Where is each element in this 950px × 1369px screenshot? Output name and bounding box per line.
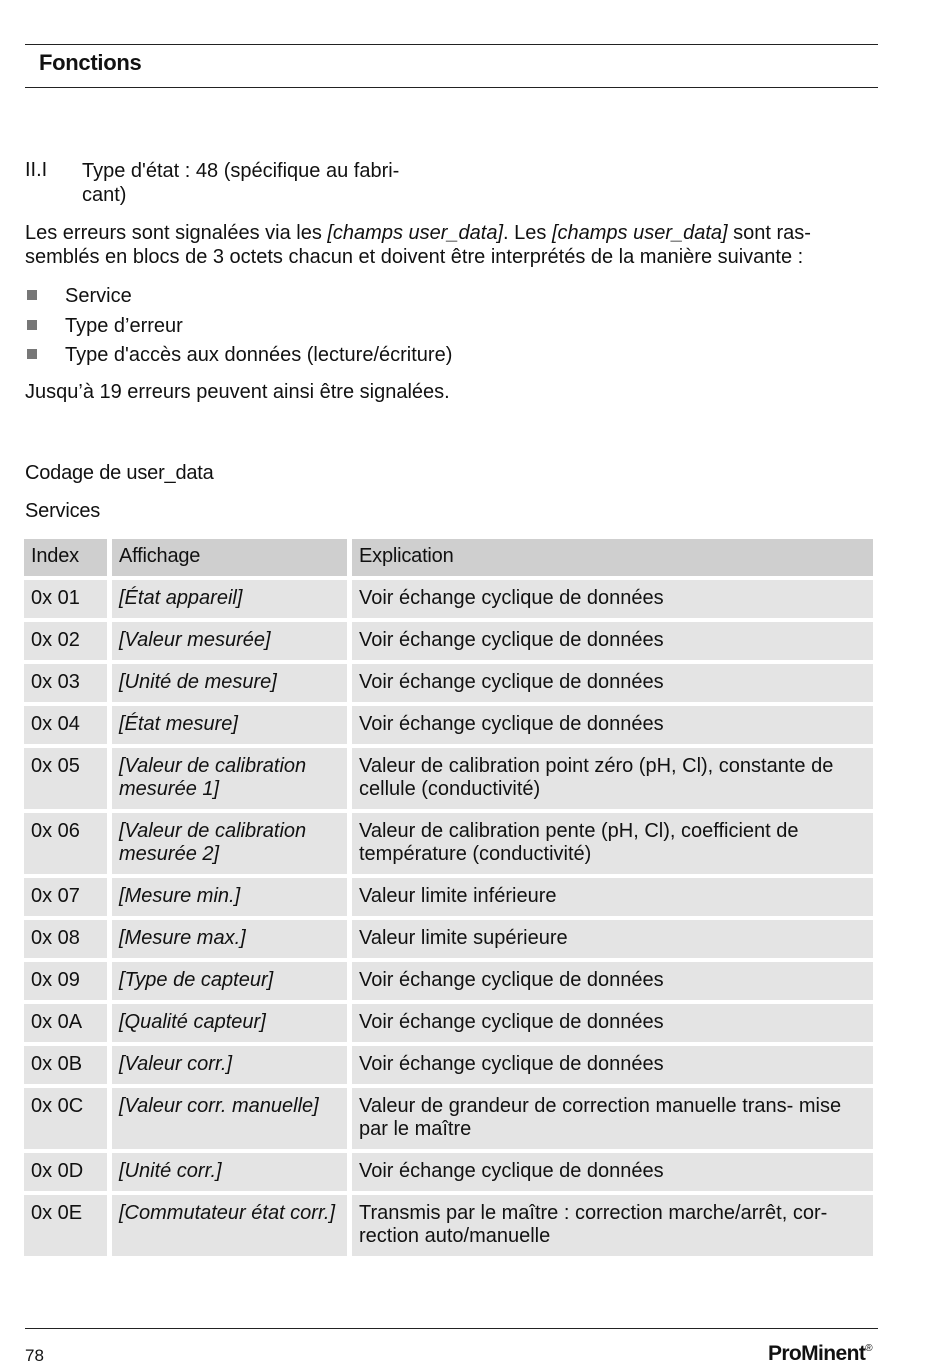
cell-index: 0x 0E <box>24 1195 107 1256</box>
footer-rule <box>25 1328 878 1329</box>
cell-display: [Unité de mesure] <box>112 664 347 702</box>
table-row <box>24 748 873 809</box>
intro-text-2: . Les <box>503 222 552 244</box>
header-top-rule <box>25 44 878 45</box>
field-reference: [champs user_data] <box>327 222 504 244</box>
cell-explanation: Voir échange cyclique de données <box>352 580 873 618</box>
cell-explanation: Valeur limite supérieure <box>352 920 873 958</box>
bullet-list <box>25 284 452 373</box>
table-row <box>24 580 873 618</box>
cell-index: 0x 06 <box>24 813 107 874</box>
cell-index: 0x 02 <box>24 622 107 660</box>
column-header-index: Index <box>24 539 107 576</box>
cell-index: 0x 01 <box>24 580 107 618</box>
cell-explanation: Valeur limite inférieure <box>352 878 873 916</box>
cell-explanation: Voir échange cyclique de données <box>352 1153 873 1191</box>
cell-index: 0x 04 <box>24 706 107 744</box>
cell-display: [Valeur de calibration mesurée 2] <box>112 813 347 874</box>
cell-explanation: Transmis par le maître : correction marche/arrêt, cor- rection auto/manuelle <box>352 1195 873 1256</box>
table-row <box>24 706 873 744</box>
list-item: Type d'accès aux données (lecture/écriture) <box>25 343 452 373</box>
intro-text-1: Les erreurs sont signalées via les <box>25 222 328 244</box>
table-row <box>24 962 873 1000</box>
cell-index: 0x 0D <box>24 1153 107 1191</box>
bullet-square-icon <box>27 290 37 300</box>
cell-explanation: Voir échange cyclique de données <box>352 706 873 744</box>
services-heading: Services <box>25 500 101 522</box>
cell-display: [Type de capteur] <box>112 962 347 1000</box>
cell-explanation: Voir échange cyclique de données <box>352 622 873 660</box>
page-number: 78 <box>25 1346 44 1365</box>
note-paragraph: Jusqu’à 19 erreurs peuvent ainsi être signalées. <box>25 381 450 403</box>
bullet-square-icon <box>27 349 37 359</box>
table-row <box>24 1195 873 1256</box>
column-header-display: Affichage <box>112 539 347 576</box>
cell-display: [Unité corr.] <box>112 1153 347 1191</box>
section-heading: Type d'état : 48 (spécifique au fabri- cant) <box>82 160 400 206</box>
cell-display: [État mesure] <box>112 706 347 744</box>
table-row <box>24 1004 873 1042</box>
header-bottom-rule <box>25 87 878 88</box>
cell-display: [Commutateur état corr.] <box>112 1195 347 1256</box>
cell-index: 0x 08 <box>24 920 107 958</box>
registered-mark: ® <box>865 1343 872 1354</box>
cell-explanation: Voir échange cyclique de données <box>352 1046 873 1084</box>
page-title: Fonctions <box>39 50 142 75</box>
cell-index: 0x 0C <box>24 1088 107 1149</box>
table-row <box>24 1046 873 1084</box>
table-row <box>24 920 873 958</box>
table-header-row <box>24 539 873 576</box>
cell-explanation: Voir échange cyclique de données <box>352 1004 873 1042</box>
bullet-square-icon <box>27 320 37 330</box>
table-row <box>24 878 873 916</box>
cell-display: [Valeur mesurée] <box>112 622 347 660</box>
cell-display: [État appareil] <box>112 580 347 618</box>
cell-display: [Valeur corr.] <box>112 1046 347 1084</box>
brand-logo <box>768 1342 872 1366</box>
cell-display: [Qualité capteur] <box>112 1004 347 1042</box>
cell-display: [Valeur de calibration mesurée 1] <box>112 748 347 809</box>
list-item: Service <box>25 284 452 314</box>
cell-index: 0x 03 <box>24 664 107 702</box>
table-row <box>24 622 873 660</box>
cell-explanation: Voir échange cyclique de données <box>352 664 873 702</box>
cell-explanation: Valeur de grandeur de correction manuelle trans- mise par le maître <box>352 1088 873 1149</box>
cell-display: [Mesure min.] <box>112 878 347 916</box>
intro-paragraph <box>25 221 885 269</box>
cell-display: [Mesure max.] <box>112 920 347 958</box>
column-header-explanation: Explication <box>352 539 873 576</box>
cell-index: 0x 09 <box>24 962 107 1000</box>
table-row <box>24 1153 873 1191</box>
brand-logo-text: ProMinent <box>767 1342 866 1365</box>
cell-index: 0x 0A <box>24 1004 107 1042</box>
table-row <box>24 664 873 702</box>
cell-index: 0x 0B <box>24 1046 107 1084</box>
field-reference: [champs user_data] <box>551 222 728 244</box>
cell-explanation: Valeur de calibration pente (pH, Cl), coefficient de température (conductivité) <box>352 813 873 874</box>
cell-index: 0x 05 <box>24 748 107 809</box>
services-table <box>19 535 878 1260</box>
list-item: Type d’erreur <box>25 314 452 344</box>
table-row <box>24 813 873 874</box>
section-number: II.I <box>25 159 48 181</box>
cell-explanation: Valeur de calibration point zéro (pH, Cl), constante de cellule (conductivité) <box>352 748 873 809</box>
coding-heading: Codage de user_data <box>25 462 214 484</box>
cell-index: 0x 07 <box>24 878 107 916</box>
intro-text-3: sont ras- semblés en blocs de 3 octets chacun et doivent être interprétés de la manière suivante : <box>25 222 811 268</box>
cell-display: [Valeur corr. manuelle] <box>112 1088 347 1149</box>
table-row <box>24 1088 873 1149</box>
table-body <box>24 580 873 1256</box>
cell-explanation: Voir échange cyclique de données <box>352 962 873 1000</box>
